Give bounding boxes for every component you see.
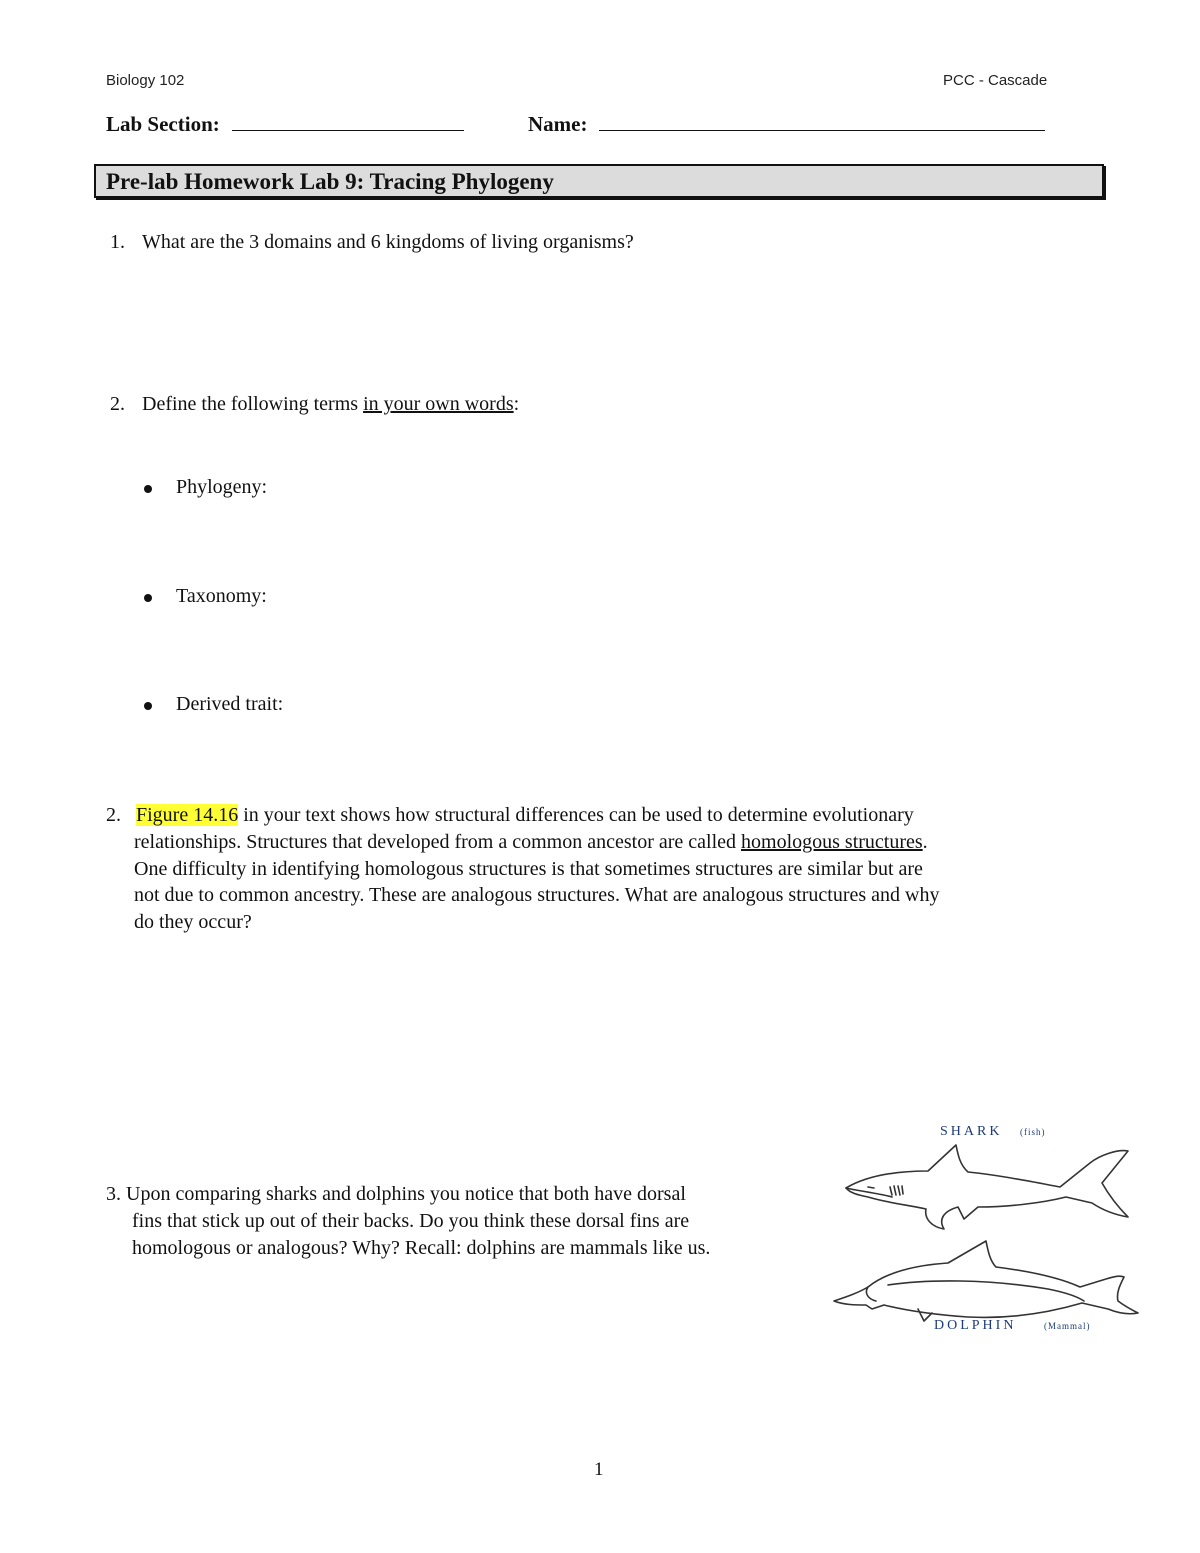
question-2-text-start: Define the following terms (142, 393, 364, 415)
question-3-line-2: relationships. Structures that developed from a common ancestor are called (134, 830, 742, 853)
lab-section-blank[interactable] (232, 114, 464, 131)
bullet-icon (144, 594, 152, 602)
question-3-line-5: do they occur? (134, 911, 252, 934)
term-derived-trait (144, 693, 444, 719)
dolphin-sublabel: (Mammal) (1044, 1321, 1091, 1331)
question-1-text: What are the 3 domains and 6 kingdoms of living organisms? (142, 231, 634, 253)
name-field[interactable] (528, 112, 1045, 137)
name-label: Name: (528, 112, 588, 136)
page-title: Pre-lab Homework Lab 9: Tracing Phylogeny (106, 169, 554, 194)
question-2-number: 2. (110, 393, 125, 415)
term-label: Taxonomy: (176, 585, 267, 607)
course-name: Biology 102 (106, 72, 185, 89)
school-name: PCC - Cascade (943, 72, 1048, 89)
question-4-line-2: fins that stick up out of their backs. Do you think these dorsal fins are (132, 1209, 690, 1232)
term-label: Phylogeny: (176, 476, 268, 498)
lab-section-field[interactable] (106, 112, 464, 137)
question-1 (110, 229, 1010, 255)
question-2-colon: : (513, 393, 520, 415)
shark-dolphin-figure (828, 1115, 1148, 1345)
homologous-underline: homologous structures (741, 830, 923, 853)
lab-section-label: Lab Section: (106, 112, 220, 136)
shark-label: SHARK (940, 1124, 1003, 1139)
own-words-underline: in your own words (363, 393, 514, 415)
bullet-icon (144, 702, 152, 710)
question-4-line-1: 3. Upon comparing sharks and dolphins you notice that both have dorsal (106, 1183, 686, 1205)
name-blank[interactable] (599, 114, 1045, 131)
question-2-text (142, 391, 519, 417)
shark-drawing (846, 1145, 1128, 1229)
dolphin-drawing (834, 1241, 1138, 1321)
question-3-line-3: One difficulty in identifying homologous structures is that sometimes structures are similar but are (134, 857, 923, 880)
question-1-number: 1. (110, 231, 125, 253)
question-4 (106, 1181, 826, 1261)
term-taxonomy (144, 585, 444, 611)
title-box (94, 164, 1104, 198)
question-2 (110, 391, 1010, 417)
bullet-icon (144, 485, 152, 493)
question-3-number: 2. (106, 804, 121, 826)
question-4-line-3: homologous or analogous? Why? Recall: dolphins are mammals like us. (132, 1236, 711, 1259)
question-3 (106, 802, 1106, 936)
figure-reference-highlight: Figure 14.16 (136, 804, 239, 826)
dolphin-label: DOLPHIN (934, 1318, 1017, 1333)
question-3-line-4: not due to common ancestry. These are analogous structures. What are analogous structures and why (134, 884, 940, 907)
shark-sublabel: (fish) (1020, 1127, 1046, 1137)
term-label: Derived trait: (176, 693, 284, 715)
term-phylogeny (144, 476, 444, 502)
question-3-period: . (922, 830, 928, 853)
question-3-line-1: in your text shows how structural differences can be used to determine evolutionary (238, 804, 914, 826)
page-number: 1 (594, 1459, 604, 1480)
